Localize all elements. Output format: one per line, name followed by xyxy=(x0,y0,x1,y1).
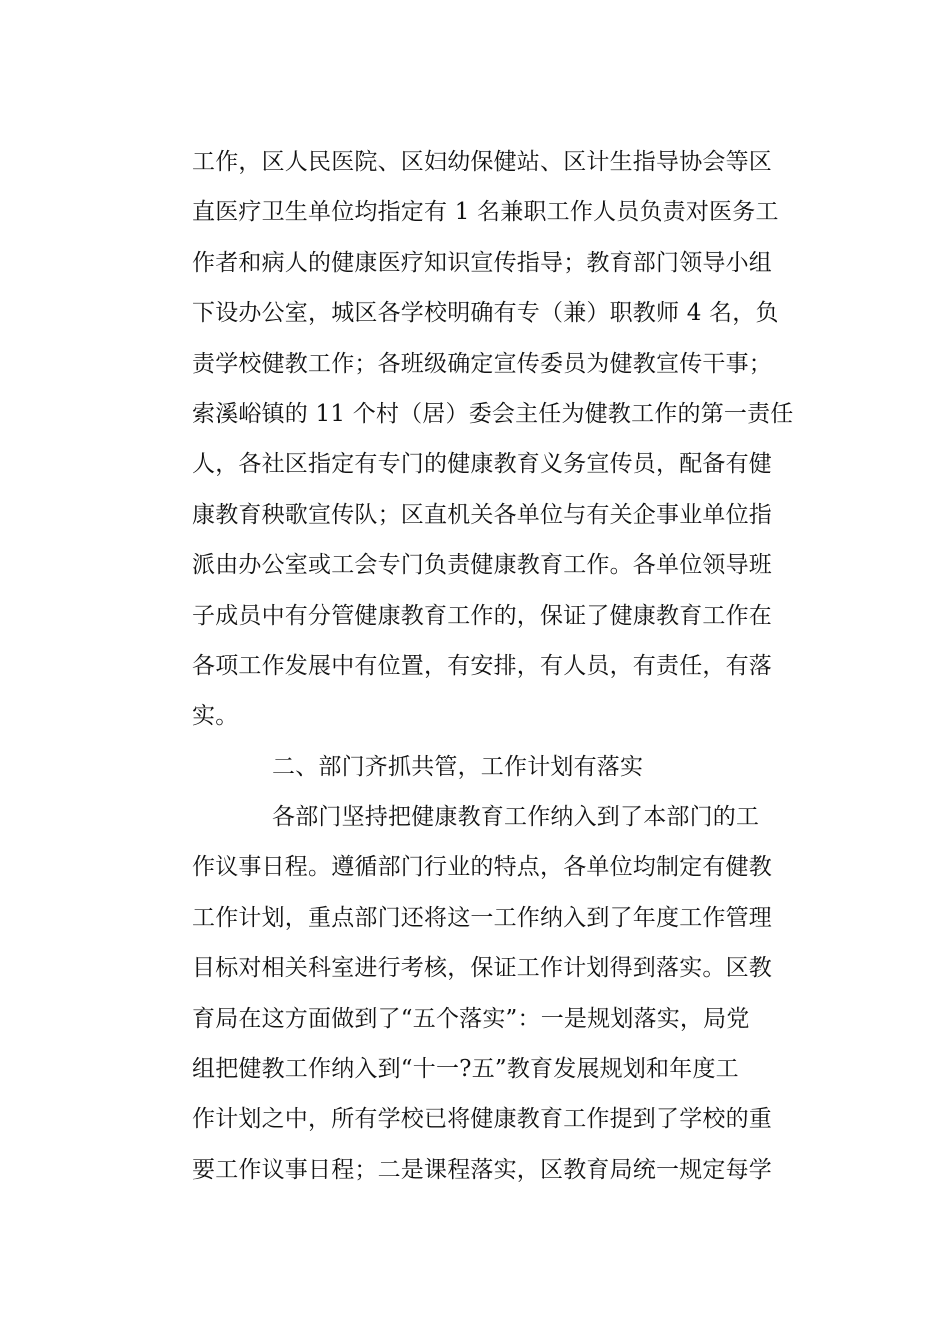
text-line: 育局在这方面做到了“五个落实”：一是规划落实，局党 xyxy=(192,1005,750,1032)
text-line: 子成员中有分管健康教育工作的，保证了健康教育工作在 xyxy=(192,602,772,629)
text-line: 工作，区人民医院、区妇幼保健站、区计生指导协会等区 xyxy=(192,149,772,175)
text-line: 派由办公室或工会专门负责健康教育工作。各单位领导班 xyxy=(192,552,772,579)
document-body xyxy=(192,137,794,1195)
text-line: 要工作议事日程；二是课程落实，区教育局统一规定每学 xyxy=(192,1156,772,1183)
text-line: 责学校健教工作；各班级确定宣传委员为健教宣传干事； xyxy=(192,350,772,377)
text-line: 各项工作发展中有位置，有安排，有人员，有责任，有落 xyxy=(192,652,772,679)
text-line: 人，各社区指定有专门的健康教育义务宣传员，配备有健 xyxy=(192,451,772,478)
text-line: 下设办公室，城区各学校明确有专（兼）职教师 4 名，负 xyxy=(192,300,779,327)
text-line: 工作计划，重点部门还将这一工作纳入到了年度工作管理 xyxy=(192,904,772,931)
text-line: 索溪峪镇的 11 个村（居）委会主任为健教工作的第一责任 xyxy=(192,400,794,427)
section-heading: 二、部门齐抓共管，工作计划有落实 xyxy=(272,753,644,780)
text-line: 直医疗卫生单位均指定有 1 名兼职工作人员负责对医务工 xyxy=(192,199,779,226)
text-line: 作议事日程。遵循部门行业的特点，各单位均制定有健教 xyxy=(192,854,772,881)
text-line: 作计划之中，所有学校已将健康教育工作提到了学校的重 xyxy=(192,1106,772,1133)
text-line: 康教育秧歌宣传队；区直机关各单位与有关企事业单位指 xyxy=(192,501,772,528)
text-line: 组把健教工作纳入到“十一?五”教育发展规划和年度工 xyxy=(192,1056,739,1083)
text-line: 实。 xyxy=(192,703,239,730)
text-line: 作者和病人的健康医疗知识宣传指导；教育部门领导小组 xyxy=(192,249,772,276)
text-line: 目标对相关科室进行考核，保证工作计划得到落实。区教 xyxy=(192,955,772,982)
paragraph-first-line: 各部门坚持把健康教育工作纳入到了本部门的工 xyxy=(272,804,760,831)
